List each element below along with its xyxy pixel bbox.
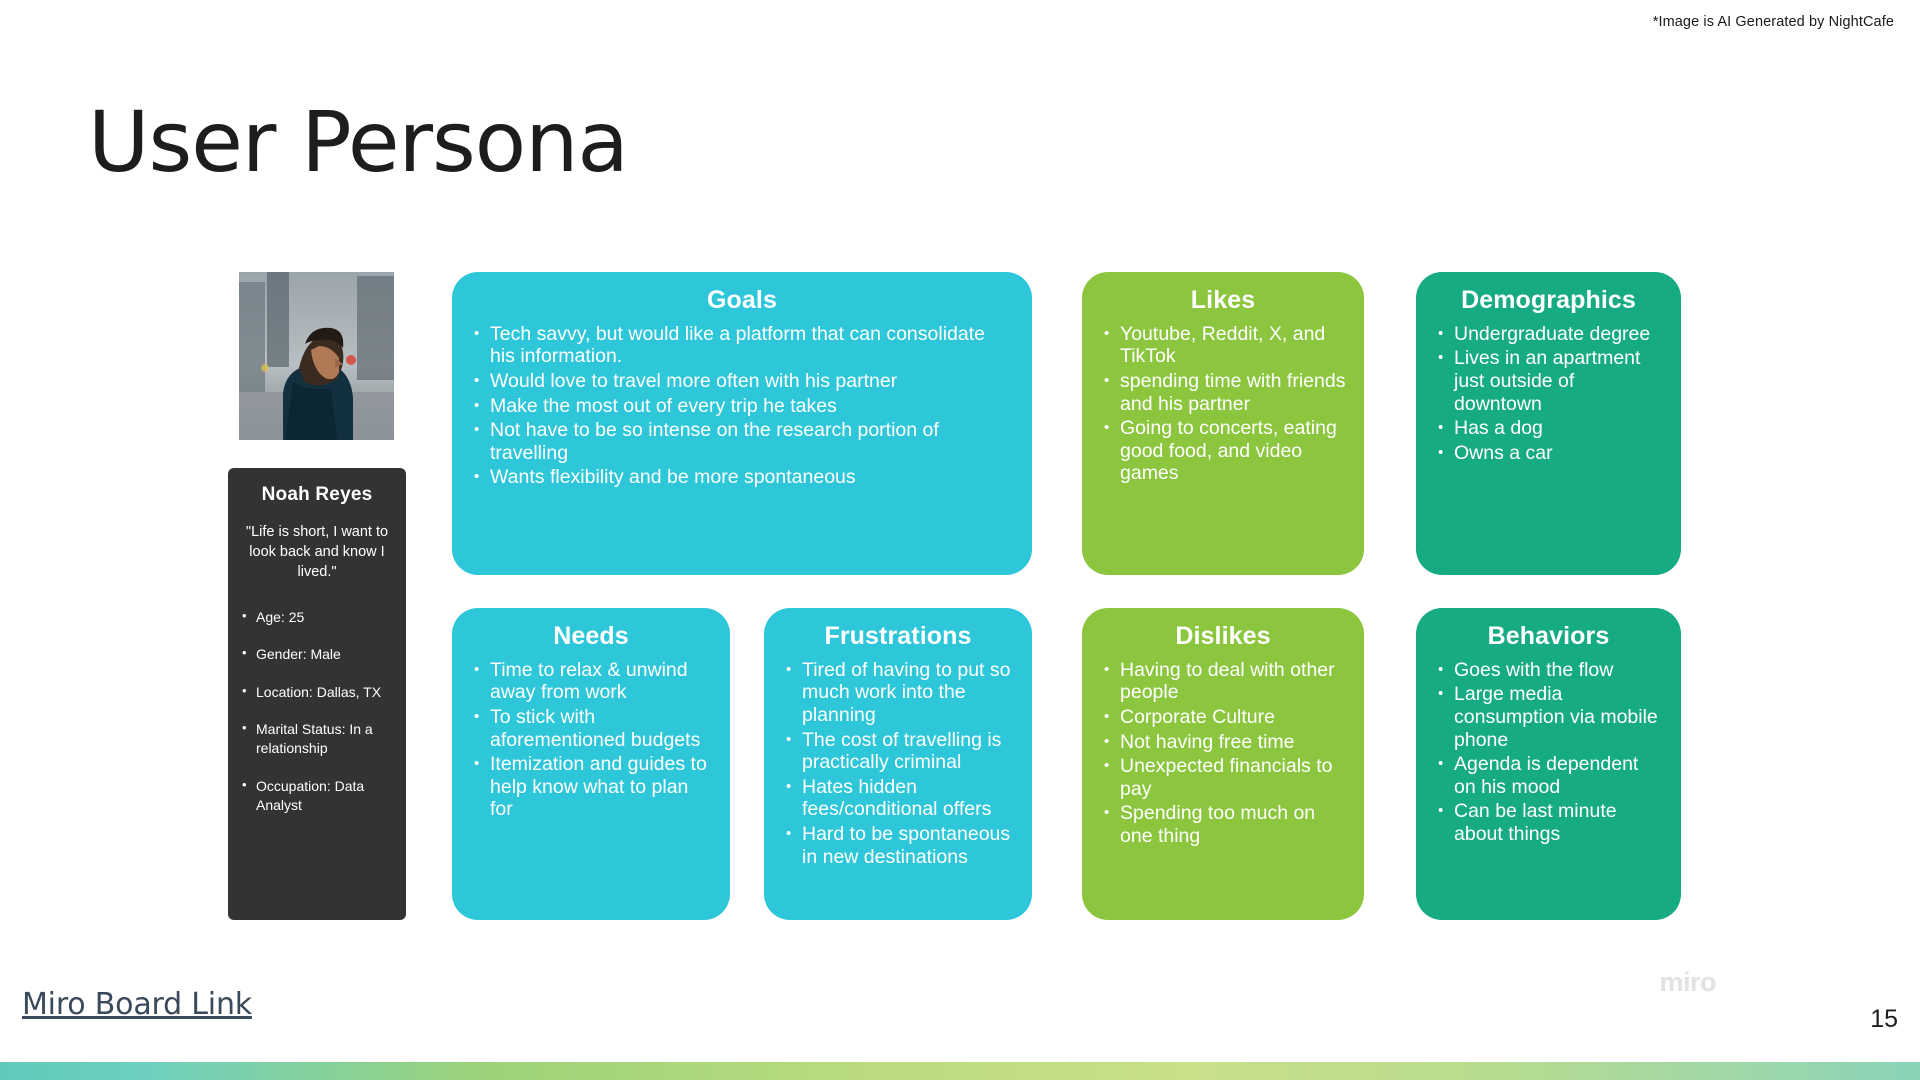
list-item: • Tired of having to put so much work into the planning xyxy=(782,659,1014,727)
persona-quote: "Life is short, I want to look back and know I lived." xyxy=(245,524,389,580)
card-list xyxy=(1100,323,1346,485)
list-item: • Agenda is dependent on his mood xyxy=(1434,753,1663,798)
persona-info-card xyxy=(228,468,406,920)
list-item: • Having to deal with other people xyxy=(1100,659,1346,704)
list-item: • Location: Dallas, TX xyxy=(242,683,392,702)
list-item: • Age: 25 xyxy=(242,608,392,627)
card-list xyxy=(1434,323,1663,465)
card-demographics xyxy=(1416,272,1681,575)
card-title: Needs xyxy=(553,622,629,650)
persona-details-list xyxy=(242,608,392,815)
card-list xyxy=(782,659,1014,868)
list-item: • Can be last minute about things xyxy=(1434,800,1663,845)
card-likes xyxy=(1082,272,1364,575)
card-needs xyxy=(452,608,730,920)
page-title: User Persona xyxy=(88,93,628,191)
list-item: • Large media consumption via mobile phone xyxy=(1434,683,1663,751)
list-item: • Wants flexibility and be more spontaneous xyxy=(470,466,1014,489)
list-item: • spending time with friends and his partner xyxy=(1100,370,1346,415)
list-item: • Unexpected financials to pay xyxy=(1100,755,1346,800)
list-item: • Not having free time xyxy=(1100,731,1346,754)
image-credit: *Image is AI Generated by NightCafe xyxy=(1652,14,1894,30)
list-item: • Spending too much on one thing xyxy=(1100,802,1346,847)
card-list xyxy=(470,659,712,821)
card-title: Goals xyxy=(707,286,777,314)
list-item: • Hard to be spontaneous in new destinations xyxy=(782,823,1014,868)
miro-board-link[interactable]: Miro Board Link xyxy=(22,987,252,1022)
list-item: • Youtube, Reddit, X, and TikTok xyxy=(1100,323,1346,368)
card-title: Dislikes xyxy=(1175,622,1271,650)
list-item: • To stick with aforementioned budgets xyxy=(470,706,712,751)
list-item: • Lives in an apartment just outside of downtown xyxy=(1434,347,1663,415)
card-goals xyxy=(452,272,1032,575)
list-item: • Itemization and guides to help know what to plan for xyxy=(470,753,712,821)
list-item: • Would love to travel more often with his partner xyxy=(470,370,1014,393)
card-title: Behaviors xyxy=(1487,622,1610,650)
list-item: • The cost of travelling is practically criminal xyxy=(782,729,1014,774)
list-item: • Marital Status: In a relationship xyxy=(242,720,392,759)
persona-photo xyxy=(239,272,394,440)
list-item: • Time to relax & unwind away from work xyxy=(470,659,712,704)
list-item: • Goes with the flow xyxy=(1434,659,1663,682)
card-behaviors xyxy=(1416,608,1681,920)
list-item: • Gender: Male xyxy=(242,645,392,664)
card-title: Frustrations xyxy=(824,622,972,650)
list-item: • Owns a car xyxy=(1434,442,1663,465)
persona-name: Noah Reyes xyxy=(261,484,373,505)
list-item: • Corporate Culture xyxy=(1100,706,1346,729)
card-title: Likes xyxy=(1190,286,1256,314)
list-item: • Hates hidden fees/conditional offers xyxy=(782,776,1014,821)
list-item: • Make the most out of every trip he takes xyxy=(470,395,1014,418)
card-title: Demographics xyxy=(1461,286,1636,314)
miro-logo: miro xyxy=(1659,967,1716,997)
card-frustrations xyxy=(764,608,1032,920)
card-list xyxy=(1434,659,1663,846)
list-item: • Has a dog xyxy=(1434,417,1663,440)
bottom-color-bar xyxy=(0,1062,1920,1080)
list-item: • Undergraduate degree xyxy=(1434,323,1663,346)
list-item: • Tech savvy, but would like a platform that can consolidate his information. xyxy=(470,323,1014,368)
card-list xyxy=(470,323,1014,489)
list-item: • Not have to be so intense on the research portion of travelling xyxy=(470,419,1014,464)
persona-photo-illustration xyxy=(239,272,394,440)
list-item: • Going to concerts, eating good food, and video games xyxy=(1100,417,1346,485)
page-number: 15 xyxy=(1870,1005,1898,1033)
list-item: • Occupation: Data Analyst xyxy=(242,777,392,816)
card-dislikes xyxy=(1082,608,1364,920)
card-list xyxy=(1100,659,1346,848)
